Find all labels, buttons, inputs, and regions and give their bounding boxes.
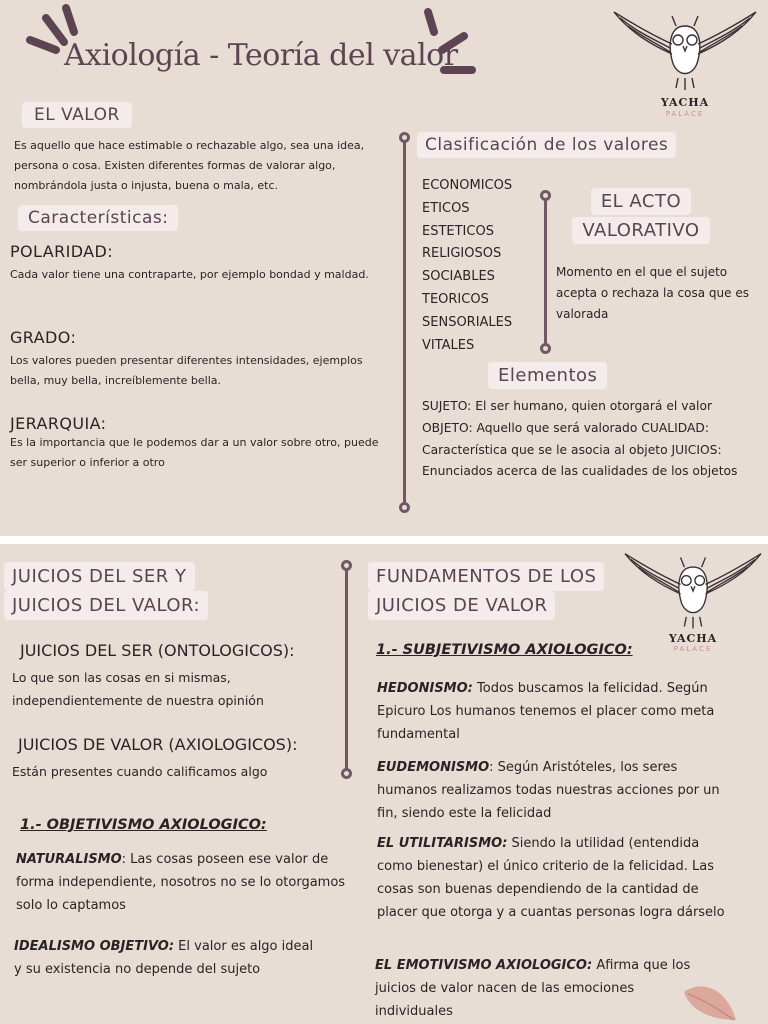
section-divider — [0, 536, 768, 544]
idealismo-term: IDEALISMO OBJETIVO: — [14, 939, 175, 954]
logo — [610, 4, 760, 120]
jerarquia-text: Es la importancia que le podemos dar a un valor sobre otro, puede ser superior o inferior a otro — [10, 436, 379, 469]
hedonismo-block — [377, 677, 722, 746]
juicios-line2: JUICIOS DEL VALOR: — [4, 591, 208, 620]
caract-polaridad — [10, 242, 380, 285]
grado-term: GRADO: — [10, 328, 77, 347]
logo-name: YACHA — [660, 96, 710, 109]
caract-grado — [10, 328, 380, 391]
logo-sub: PALACE — [673, 645, 713, 653]
clasificacion-heading: Clasificación de los valores — [417, 132, 676, 158]
owl-icon — [610, 4, 760, 100]
bottom-timeline-dot-bottom — [341, 768, 352, 779]
fundamentos-line2: JUICIOS DE VALOR — [368, 591, 555, 620]
naturalismo-term: NATURALISMO — [16, 852, 122, 867]
elementos-text: SUJETO: El ser humano, quien otorgará el valor OBJETO: Aquello que será valorado CUALIDAD: Característica que se le asocia al objeto JUICIOS: Enunciados acerca de las cualidades de los objetos — [422, 399, 738, 479]
inner-timeline-line — [544, 196, 547, 346]
juicios-ser-text: Lo que son las cosas en si mismas, independientemente de nuestra opinión — [12, 670, 264, 708]
list-item: ESTETICOS — [422, 223, 494, 239]
list-item: ECONOMICOS — [422, 178, 513, 193]
inner-timeline-dot-top — [540, 190, 551, 201]
logo-name: YACHA — [668, 632, 718, 645]
juicios-ser-title: JUICIOS DEL SER (ONTOLOGICOS): — [20, 641, 295, 660]
juicios-heading — [4, 562, 208, 620]
timeline-line — [403, 140, 406, 510]
acto-line2: VALORATIVO — [572, 217, 709, 244]
list-item: SOCIABLES — [422, 269, 495, 285]
emotivismo-block — [375, 954, 705, 1023]
objetivismo-title: 1.- OBJETIVISMO AXIOLOGICO: — [20, 817, 267, 833]
emotivismo-text: Afirma que los juicios de valor nacen de las emociones individuales — [375, 958, 691, 1019]
fundamentos-line1: FUNDAMENTOS DE LOS — [368, 562, 604, 591]
list-item: SENSORIALES — [422, 314, 513, 330]
el-valor-text: Es aquello que hace estimable o rechazable algo, sea una idea, persona o cosa. Existen diferentes formas de valorar algo, nombrándola justa o injusta, buena o mala, etc. — [14, 139, 365, 192]
juicios-valor-text: Están presentes cuando calificamos algo — [12, 764, 268, 779]
timeline-dot-bottom — [399, 502, 410, 513]
logo-bottom — [618, 546, 768, 656]
polaridad-text: Cada valor tiene una contraparte, por ejemplo bondad y maldad. — [10, 268, 369, 281]
list-item: TEORICOS — [422, 291, 489, 307]
bottom-timeline-dot-top — [341, 560, 352, 571]
bottom-timeline-line — [345, 568, 348, 774]
hedonismo-text: Todos buscamos la felicidad. Según Epicuro Los humanos tenemos el placer como meta fundamental — [377, 681, 715, 742]
logo-sub: PALACE — [665, 110, 705, 118]
naturalismo-text: : Las cosas poseen ese valor de forma independiente, nosotros no se lo otorgamos solo lo captamos — [16, 852, 346, 913]
eudemonismo-term: EUDEMONISMO — [377, 760, 490, 775]
el-valor-heading: EL VALOR — [22, 102, 132, 128]
subjetivismo-title: 1.- SUBJETIVISMO AXIOLOGICO: — [376, 642, 633, 658]
acto-line1: EL ACTO — [591, 188, 691, 215]
owl-icon — [618, 546, 768, 638]
utilitarismo-text: Siendo la utilidad (entendida como bienestar) el único criterio de la felicidad. Las cosas son buenas dependiendo de la cantidad de placer que otorga y a cuantas personas logra dárselo — [377, 836, 725, 920]
acto-text: Momento en el que el sujeto acepta o rechaza la cosa que es valorada — [556, 265, 749, 321]
grado-text: Los valores pueden presentar diferentes intensidades, ejemplos bella, muy bella, increíblemente bella. — [10, 354, 363, 387]
list-item: RELIGIOSOS — [422, 246, 502, 262]
clasificacion-list — [422, 175, 512, 357]
caract-jerarquia — [10, 414, 385, 473]
utilitarismo-term: EL UTILITARISMO: — [377, 836, 508, 851]
hedonismo-term: HEDONISMO: — [377, 681, 473, 696]
idealismo-text: El valor es algo ideal y su existencia no depende del sujeto — [14, 939, 314, 977]
juicios-line1: JUICIOS DEL SER Y — [4, 562, 195, 591]
timeline-dot-top — [399, 132, 410, 143]
acto-heading — [570, 188, 712, 244]
utilitarismo-block — [377, 832, 737, 924]
polaridad-term: POLARIDAD: — [10, 242, 113, 261]
juicios-valor-title: JUICIOS DE VALOR (AXIOLOGICOS): — [18, 735, 298, 754]
inner-timeline-dot-bottom — [540, 343, 551, 354]
idealismo-block — [14, 935, 324, 981]
leaf-icon — [680, 980, 740, 1024]
eudemonismo-text: : Según Aristóteles, los seres humanos realizamos todas nuestras acciones por un fin, siendo este la felicidad — [377, 760, 720, 821]
page-title: Axiología - Teoría del valor — [64, 38, 458, 73]
fundamentos-heading — [368, 562, 604, 620]
naturalismo-block — [16, 848, 356, 917]
list-item: VITALES — [422, 337, 475, 353]
eudemonismo-block — [377, 756, 722, 825]
elementos-heading: Elementos — [488, 362, 607, 389]
jerarquia-term: JERARQUIA: — [10, 414, 107, 433]
emotivismo-term: EL EMOTIVISMO AXIOLOGICO: — [375, 958, 593, 973]
list-item: ETICOS — [422, 200, 470, 216]
caracteristicas-heading: Características: — [18, 205, 178, 231]
